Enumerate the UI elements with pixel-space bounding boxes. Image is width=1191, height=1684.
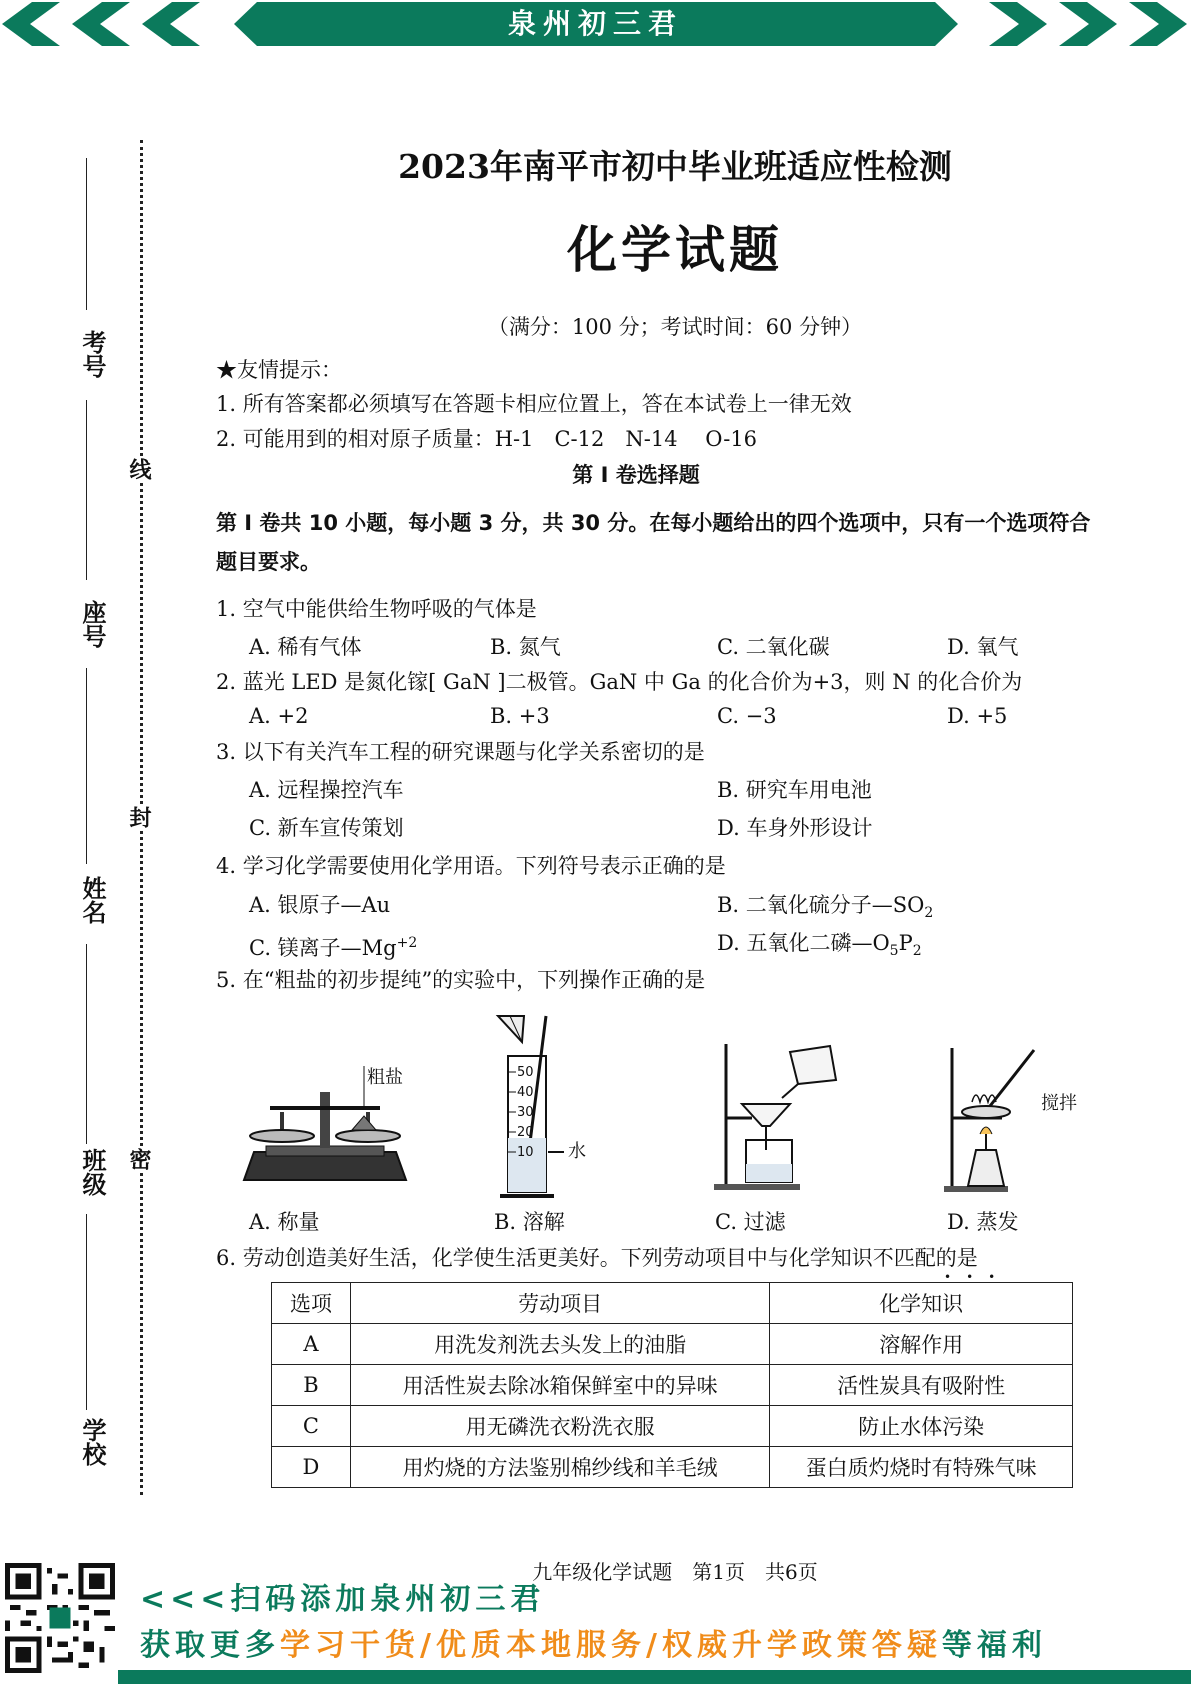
- subscript: 2: [924, 905, 934, 922]
- table-cell: 防止水体污染: [770, 1406, 1073, 1447]
- table-cell: C: [272, 1406, 351, 1447]
- option-c-text: C. 镁离子—Mg: [249, 936, 397, 960]
- margin-rule: [86, 1214, 87, 1410]
- table-cell: D: [272, 1447, 351, 1488]
- subscript: 5: [889, 943, 899, 960]
- label-name: 姓名: [78, 876, 106, 924]
- seal-char-secret: 密: [128, 1148, 154, 1170]
- label-crude-salt: 粗盐: [367, 1067, 403, 1088]
- evaporation-figure: [942, 1042, 1052, 1194]
- question-6-table: [271, 1282, 1073, 1488]
- table-row: [272, 1406, 1073, 1447]
- option-a: A. 远程操控汽车: [249, 778, 404, 802]
- margin-rule: [86, 400, 87, 580]
- banner-title: 泉州初三君: [507, 7, 683, 40]
- score-time-line: （满分：100 分；考试时间：60 分钟）: [487, 315, 863, 339]
- cylinder-tick: 40: [517, 1085, 534, 1100]
- emphasis-dots: •••: [944, 1270, 1011, 1284]
- option-b: B. 研究车用电池: [717, 778, 872, 802]
- top-banner: [0, 0, 1191, 48]
- section-instruction: 题目要求。: [216, 550, 321, 574]
- table-cell: 用活性炭去除冰箱保鲜室中的异味: [350, 1365, 769, 1406]
- option-c: C. 过滤: [715, 1210, 786, 1234]
- notice-item: 1. 所有答案都必须填写在答题卡相应位置上，答在本试卷上一律无效: [216, 392, 852, 416]
- option-b: B. +3: [490, 704, 550, 728]
- notice-item: 2. 可能用到的相对原子质量：H-1 C-12 N-14 O-16: [216, 427, 758, 451]
- option-d: [717, 929, 922, 965]
- table-row: [272, 1447, 1073, 1488]
- option-b: B. 溶解: [494, 1210, 565, 1234]
- cylinder-figure: [488, 1012, 598, 1202]
- section-title: 第 Ⅰ 卷选择题: [572, 463, 700, 487]
- option-a: A. 稀有气体: [249, 635, 362, 659]
- promo-line-2: [140, 1620, 1047, 1664]
- table-header: 选项: [272, 1283, 351, 1324]
- page-footer: 九年级化学试题 第1页 共6页: [532, 1560, 818, 1584]
- promo-highlight: 学习干货/优质本地服务/权威升学政策答疑: [280, 1628, 942, 1663]
- table-header-row: [272, 1283, 1073, 1324]
- margin-rule: [86, 668, 87, 864]
- seal-char-seal: 封: [128, 806, 154, 828]
- label-class: 班级: [78, 1148, 106, 1196]
- table-cell: 蛋白质灼烧时有特殊气味: [770, 1447, 1073, 1488]
- superscript: +2: [396, 935, 418, 951]
- question-stem: 5. 在“粗盐的初步提纯”的实验中，下列操作正确的是: [216, 968, 706, 992]
- label-stir: 搅拌: [1041, 1093, 1077, 1114]
- label-water: 水: [568, 1141, 586, 1162]
- element-symbol: P: [898, 931, 913, 955]
- promo-text: 等福利: [941, 1628, 1047, 1663]
- exam-title: 2023年南平市初中毕业班适应性检测: [398, 147, 952, 186]
- notice-heading: ★友情提示：: [216, 358, 342, 382]
- table-cell: B: [272, 1365, 351, 1406]
- label-school: 学校: [78, 1418, 106, 1466]
- cylinder-tick: 30: [517, 1105, 534, 1120]
- promo-text: 获取更多: [140, 1628, 280, 1663]
- table-header: 化学知识: [770, 1283, 1073, 1324]
- qr-code-icon[interactable]: [5, 1563, 115, 1673]
- promo-line-1: <<<扫码添加泉州初三君: [140, 1582, 546, 1617]
- subscript: 2: [912, 943, 922, 960]
- option-c: C. 二氧化碳: [717, 635, 830, 659]
- option-a: A. +2: [249, 704, 309, 728]
- table-header: 劳动项目: [350, 1283, 769, 1324]
- cylinder-tick: 10: [517, 1145, 534, 1160]
- bottom-bar: [118, 1670, 1191, 1684]
- table-row: [272, 1365, 1073, 1406]
- table-cell: 溶解作用: [770, 1324, 1073, 1365]
- option-d: D. 氧气: [947, 635, 1019, 659]
- table-cell: A: [272, 1324, 351, 1365]
- table-cell: 用洗发剂洗去头发上的油脂: [350, 1324, 769, 1365]
- filtration-figure: [712, 1040, 842, 1192]
- question-stem: 6. 劳动创造美好生活，化学使生活更美好。下列劳动项目中与化学知识不匹配的是: [216, 1246, 978, 1270]
- question-stem: 3. 以下有关汽车工程的研究课题与化学关系密切的是: [216, 740, 705, 764]
- subject-title: 化学试题: [567, 220, 783, 279]
- option-c: [249, 929, 417, 962]
- table-cell: 活性炭具有吸附性: [770, 1365, 1073, 1406]
- option-d-text: D. 五氧化二磷—O: [717, 931, 890, 955]
- question-stem: 2. 蓝光 LED 是氮化镓[ GaN ]二极管。GaN 中 Ga 的化合价为+3，则 N 的化合价为: [216, 670, 1023, 694]
- option-c: C. 新车宣传策划: [249, 816, 404, 840]
- option-a: A. 称量: [249, 1210, 320, 1234]
- section-instruction: 第 Ⅰ 卷共 10 小题，每小题 3 分，共 30 分。在每小题给出的四个选项中，只有一个选项符合: [216, 511, 1091, 535]
- label-exam-number: 考号: [78, 330, 106, 378]
- cylinder-tick: 50: [517, 1065, 534, 1080]
- cylinder-tick: 20: [517, 1125, 534, 1140]
- table-cell: 用无磷洗衣粉洗衣服: [350, 1406, 769, 1447]
- option-a: A. 银原子—Au: [249, 893, 391, 917]
- option-d: D. 车身外形设计: [717, 816, 873, 840]
- option-c: C. −3: [717, 704, 777, 728]
- table-row: [272, 1324, 1073, 1365]
- margin-rule: [86, 944, 87, 1144]
- option-b: [717, 891, 933, 927]
- option-b: B. 氮气: [490, 635, 561, 659]
- seal-char-line: 线: [128, 458, 154, 480]
- option-d: D. 蒸发: [947, 1210, 1019, 1234]
- option-b-text: B. 二氧化硫分子—SO: [717, 893, 925, 917]
- table-cell: 用灼烧的方法鉴别棉纱线和羊毛绒: [350, 1447, 769, 1488]
- option-d: D. +5: [947, 704, 1008, 728]
- question-stem: 1. 空气中能供给生物呼吸的气体是: [216, 597, 537, 621]
- question-stem: 4. 学习化学需要使用化学用语。下列符号表示正确的是: [216, 854, 726, 878]
- label-seat-number: 座号: [78, 600, 106, 648]
